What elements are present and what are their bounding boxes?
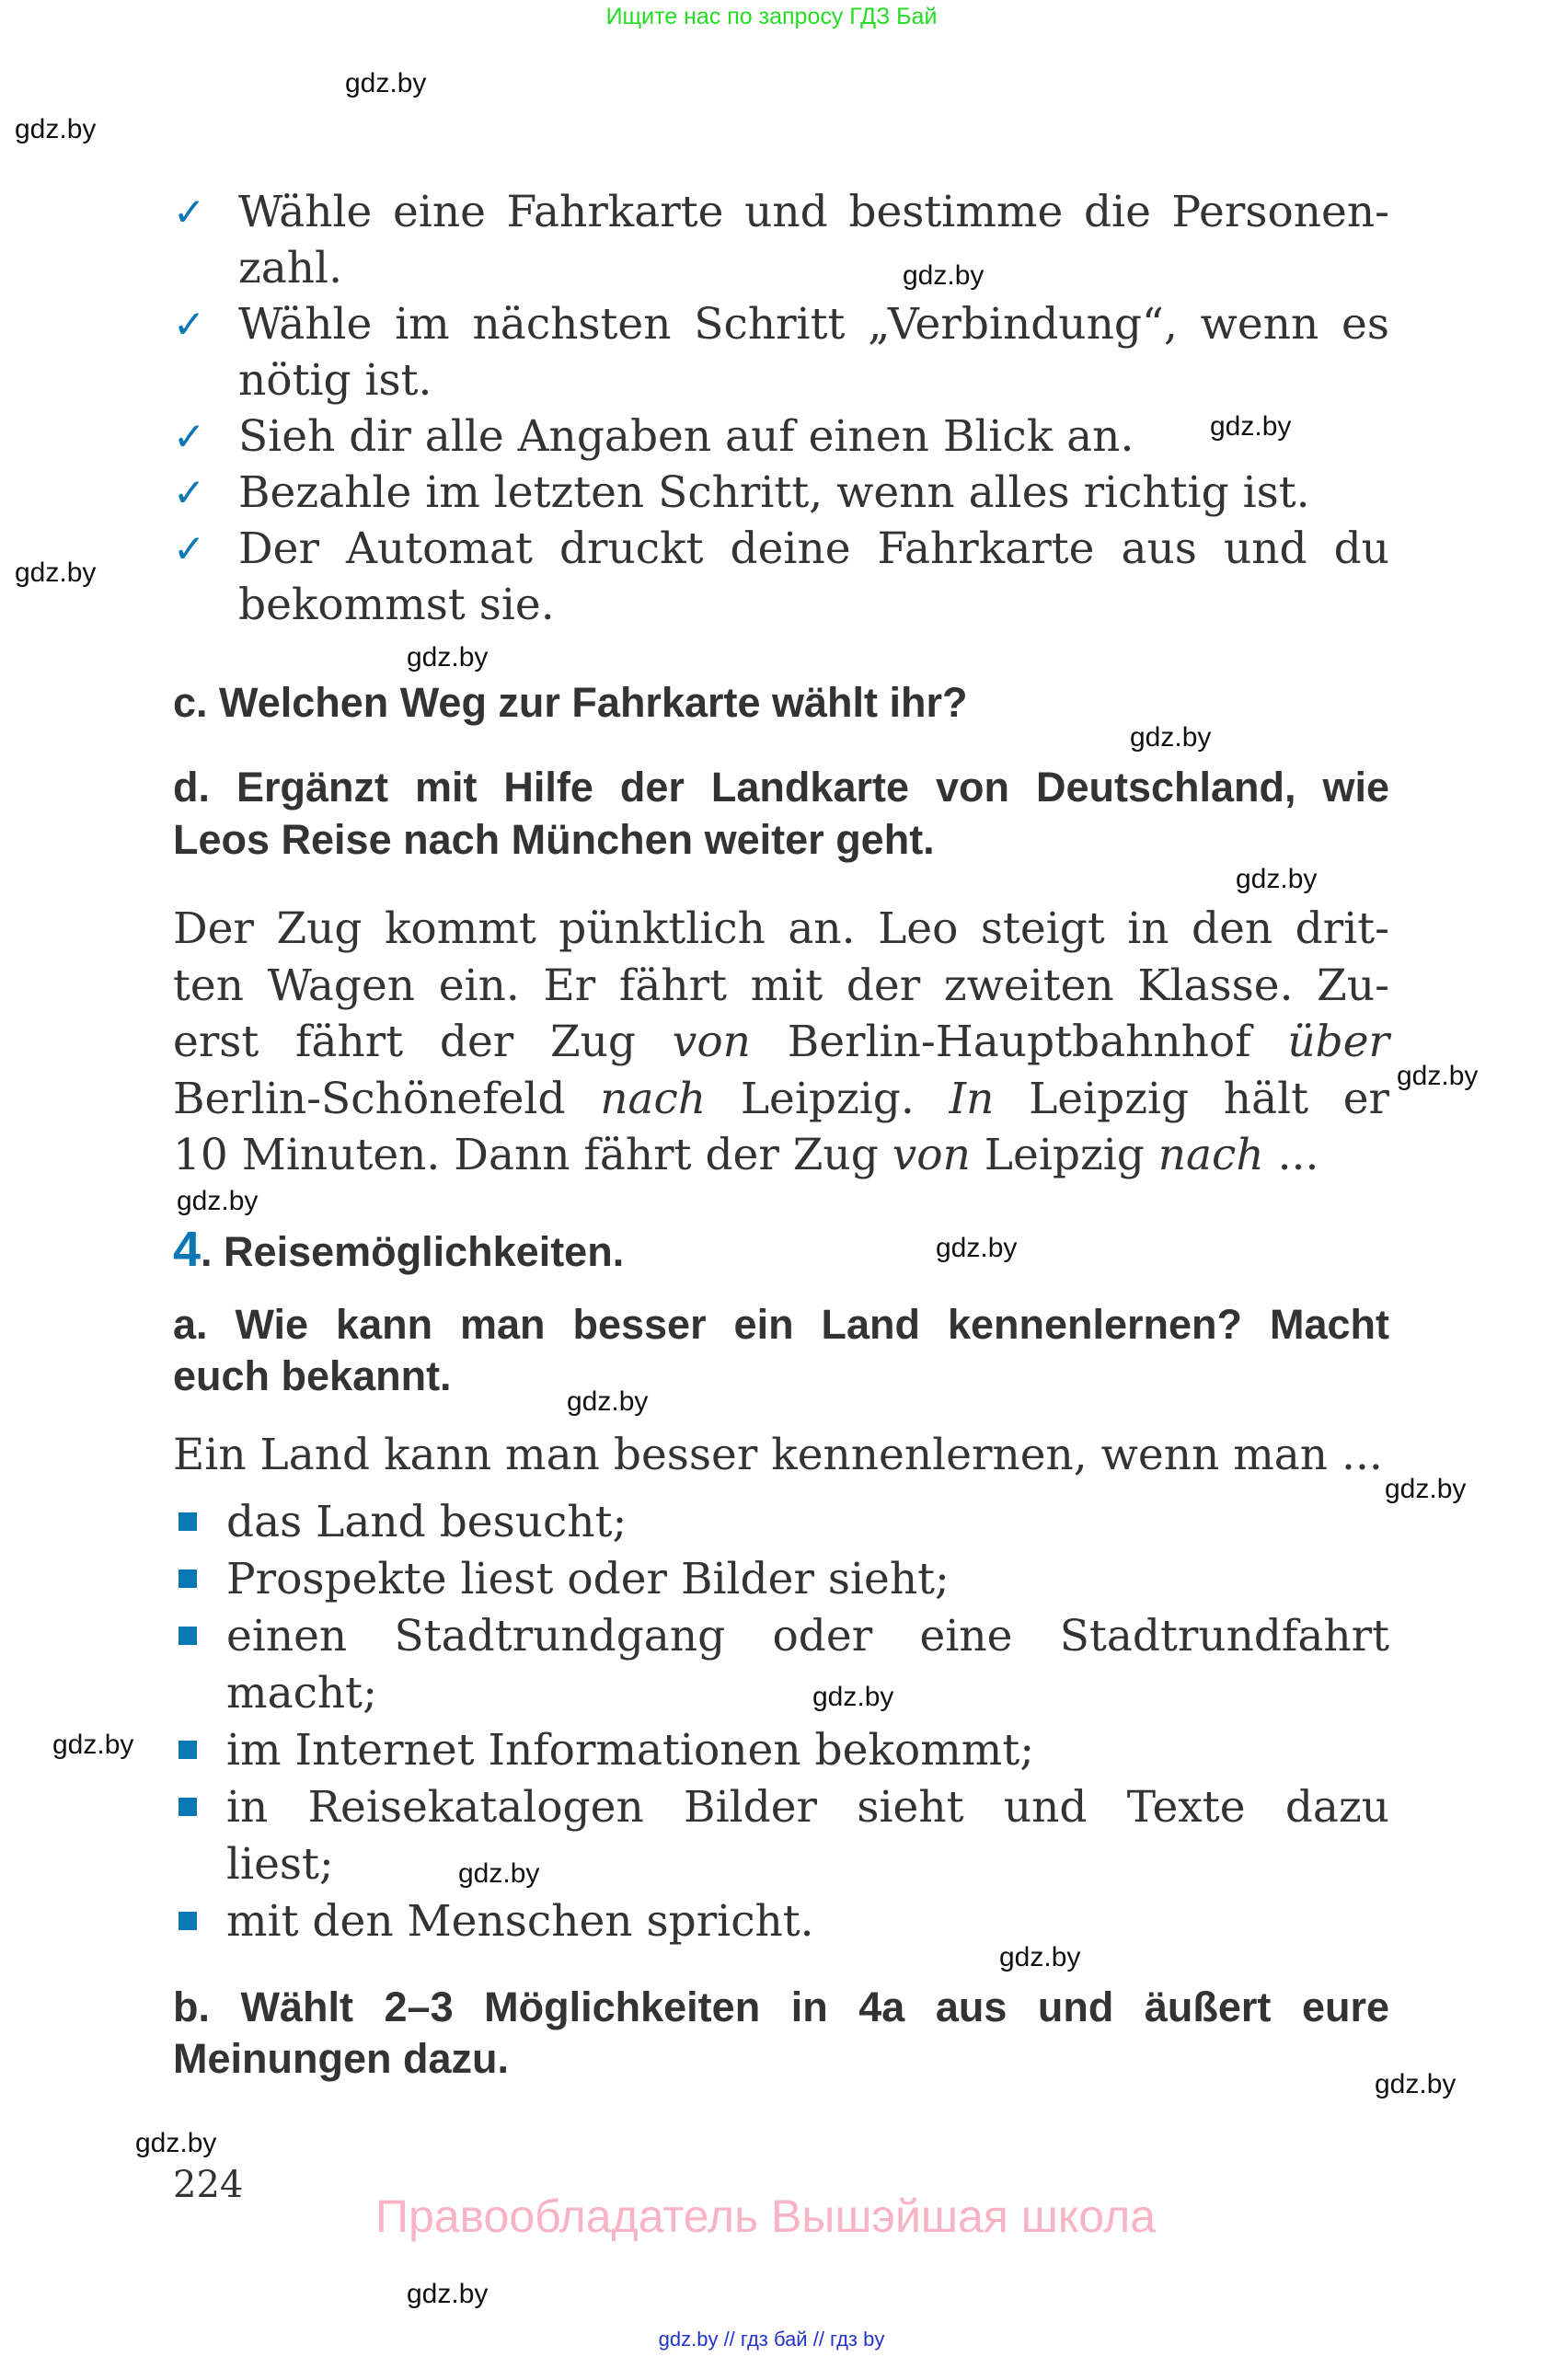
square-bullet-icon (178, 1569, 197, 1588)
task-d-line: Leos Reise nach München weiter geht. (173, 816, 935, 863)
intro-sentence: Ein Land kann man besser kennenlernen, wenn man ... (173, 1430, 1383, 1480)
checklist-line: Sieh dir alle Angaben auf einen Blick an. (238, 411, 1134, 462)
copyright-notice: Правообладатель Вышэйшая школа (375, 2190, 1156, 2242)
bullet-line: das Land besucht; (226, 1497, 628, 1547)
italic-word: über (1287, 1017, 1389, 1067)
checkmark-icon: ✓ (173, 302, 206, 347)
text-segment: 10 Minuten. Dann fährt der Zug (173, 1130, 892, 1180)
watermark: gdz.by (1210, 411, 1292, 442)
watermark: gdz.by (1236, 864, 1318, 894)
italic-word: In (949, 1073, 995, 1124)
task-a (173, 1299, 1389, 1402)
watermark: gdz.by (177, 1186, 259, 1216)
watermark: gdz.by (812, 1682, 894, 1712)
watermark: gdz.by (1375, 2069, 1457, 2099)
square-bullet-icon (178, 1798, 197, 1816)
watermark: gdz.by (135, 2128, 217, 2158)
text-segment: ten Wagen ein. Er fährt mit der zweiten Klasse. Zu- (173, 960, 1389, 1011)
text-segment: Leipzig (970, 1130, 1158, 1180)
checklist-line: Der Automat druckt deine Fahrkarte aus und du (238, 523, 1389, 574)
text-segment: Berlin-Schönefeld (173, 1073, 601, 1124)
checklist-item (173, 521, 1389, 633)
task-b-line: Meinungen dazu. (173, 2035, 509, 2082)
watermark: gdz.by (1397, 1061, 1479, 1091)
watermark: gdz.by (15, 114, 97, 144)
paragraph-line (173, 901, 1389, 958)
square-bullet-icon (178, 1741, 197, 1759)
watermark: gdz.by (345, 68, 427, 98)
section-heading (173, 1222, 1389, 1278)
bullet-line: liest; (226, 1839, 334, 1890)
task-a-line: euch bekannt. (173, 1352, 452, 1399)
bullet-line: Prospekte liest oder Bilder sieht; (226, 1554, 950, 1604)
task-d-line: d. Ergänzt mit Hilfe der Landkarte von Deutschland, wie (173, 764, 1389, 811)
checklist-line: Bezahle im letzten Schritt, wenn alles richtig ist. (238, 467, 1310, 518)
watermark: gdz.by (567, 1386, 649, 1417)
bullet-item (173, 1722, 1389, 1779)
task-d (173, 761, 1389, 866)
page-number: 224 (173, 2164, 244, 2206)
bullet-list (173, 1494, 1389, 1950)
watermark: gdz.by (407, 642, 489, 673)
bullet-item (173, 1779, 1389, 1893)
checklist (173, 184, 1389, 633)
text-segment: ... (1263, 1130, 1319, 1180)
text-segment: Leipzig. (706, 1073, 950, 1124)
watermark: gdz.by (903, 260, 985, 291)
watermark: gdz.by (407, 2279, 489, 2309)
text-segment: Leipzig hält er (994, 1073, 1389, 1124)
section-number: 4 (173, 1222, 202, 1277)
task-b (173, 1982, 1389, 2085)
search-banner[interactable]: Ищите нас по запросу ГДЗ Бай (605, 4, 938, 29)
checklist-line: Wähle eine Fahrkarte und bestimme die Personen- (238, 187, 1389, 237)
paragraph-line (173, 1127, 1389, 1184)
watermark: gdz.by (999, 1942, 1081, 1972)
text-segment: Berlin-Hauptbahnhof (750, 1017, 1288, 1067)
checklist-line: nötig ist. (238, 355, 432, 406)
task-c: c. Welchen Weg zur Fahrkarte wählt ihr? (173, 679, 968, 726)
bullet-item (173, 1608, 1389, 1722)
checklist-line: bekommst sie. (238, 580, 555, 630)
square-bullet-icon (178, 1627, 197, 1645)
story-paragraph (173, 901, 1389, 1184)
paragraph-line (173, 1071, 1389, 1128)
task-b-line: b. Wählt 2–3 Möglichkeiten in 4a aus und äußert eure (173, 1983, 1389, 2030)
bullet-line: einen Stadtrundgang oder eine Stadtrundfahrt (226, 1611, 1389, 1661)
watermark: gdz.by (1130, 722, 1212, 753)
text-segment: Der Zug kommt pünktlich an. Leo steigt in den drit- (173, 903, 1389, 954)
checklist-item (173, 408, 1389, 465)
bullet-item (173, 1893, 1389, 1950)
bullet-line: im Internet Informationen bekommt; (226, 1725, 1035, 1776)
bullet-item (173, 1551, 1389, 1608)
checkmark-icon: ✓ (173, 470, 206, 515)
checklist-item (173, 465, 1389, 521)
italic-word: von (672, 1017, 751, 1067)
bullet-line: macht; (226, 1668, 377, 1719)
square-bullet-icon (178, 1512, 197, 1531)
italic-word: nach (600, 1073, 707, 1124)
checklist-item (173, 184, 1389, 296)
bullet-item (173, 1494, 1389, 1551)
square-bullet-icon (178, 1912, 197, 1930)
italic-word: von (892, 1130, 971, 1180)
watermark: gdz.by (1385, 1474, 1467, 1504)
checkmark-icon: ✓ (173, 526, 206, 571)
bullet-line: in Reisekatalogen Bilder sieht und Texte dazu (226, 1782, 1389, 1833)
checklist-line: Wähle im nächsten Schritt „Verbindung“, wenn es (238, 299, 1389, 350)
watermark: gdz.by (52, 1730, 134, 1760)
task-a-line: a. Wie kann man besser ein Land kennenlernen? Macht (173, 1301, 1389, 1348)
checklist-line: zahl. (238, 243, 343, 293)
watermark: gdz.by (458, 1858, 540, 1889)
paragraph-line (173, 1014, 1389, 1071)
text-segment: erst fährt der Zug (173, 1017, 673, 1067)
italic-word: nach (1157, 1130, 1264, 1180)
watermark: gdz.by (15, 558, 97, 588)
checklist-item (173, 296, 1389, 408)
paragraph-line (173, 958, 1389, 1015)
checkmark-icon: ✓ (173, 190, 206, 235)
bullet-line: mit den Menschen spricht. (226, 1896, 814, 1947)
checkmark-icon: ✓ (173, 414, 206, 459)
footer-links[interactable]: gdz.by // гдз бай // гдз by (658, 2328, 885, 2351)
watermark: gdz.by (936, 1233, 1018, 1263)
section-title: . Reisemöglichkeiten. (201, 1228, 625, 1275)
